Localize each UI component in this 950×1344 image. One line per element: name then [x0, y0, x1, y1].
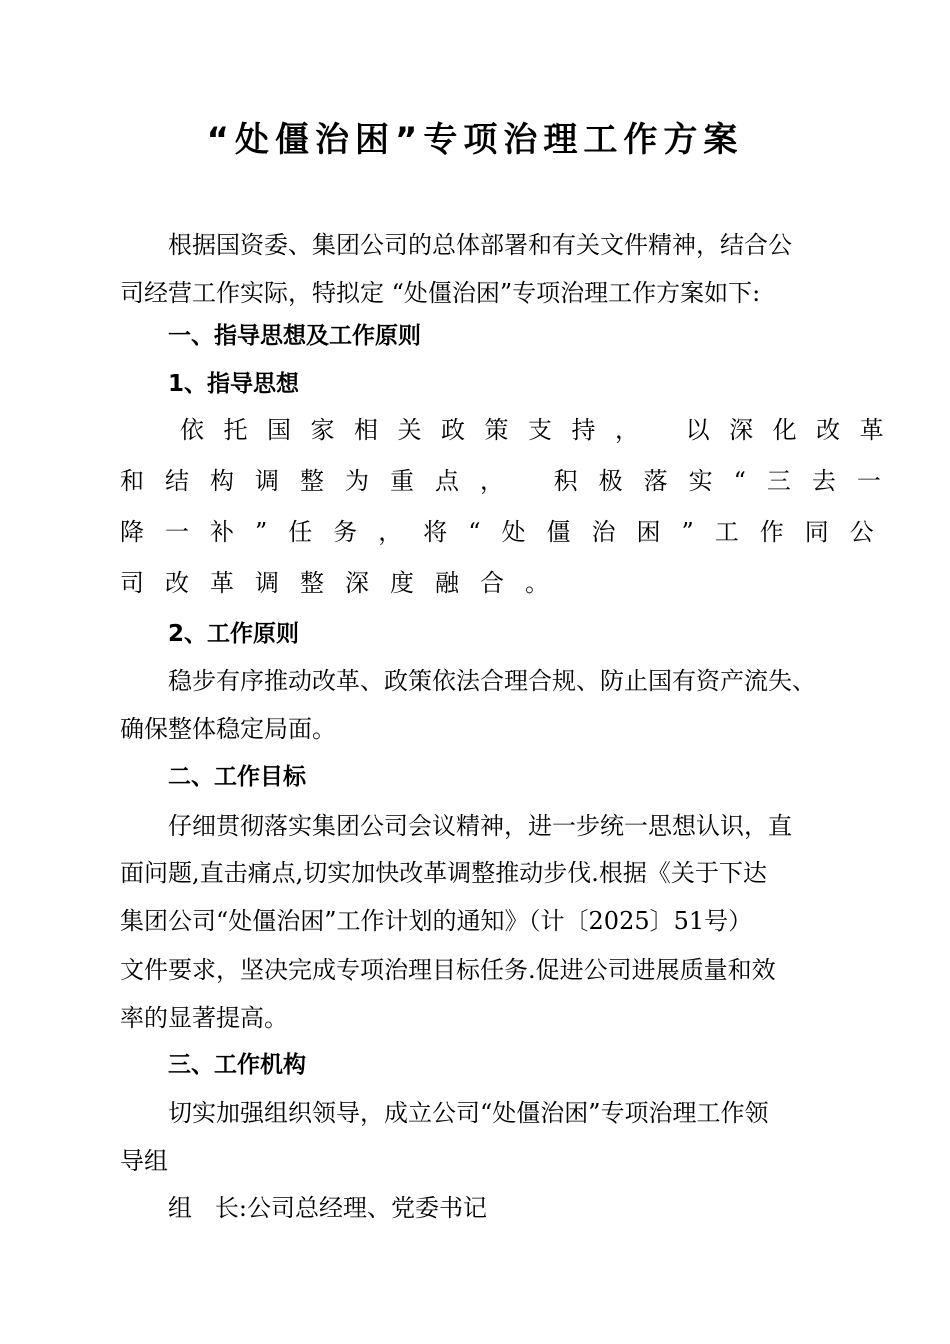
section-heading-2: 二、工作目标 — [168, 764, 306, 790]
subsection-heading-1-2: 2、工作原则 — [168, 621, 300, 647]
section-heading-1: 一、指导思想及工作原则 — [168, 323, 421, 349]
goal-line-5: 率的显著提高。 — [120, 1004, 288, 1032]
guiding-line-3: 降一补”任务，将“处僵治困”工作同公 — [120, 518, 895, 546]
subsection-heading-1-1: 1、指导思想 — [168, 371, 300, 397]
goal-line-1: 仔细贯彻落实集团公司会议精神，进一步统一思想认识，直 — [168, 812, 792, 840]
guiding-line-1: 依托国家相关政策支持， 以深化改革 — [180, 416, 904, 444]
goal-line-3: 集团公司“处僵治困”工作计划的通知》（计〔2025〕51号） — [120, 907, 753, 935]
intro-line-1: 根据国资委、集团公司的总体部署和有关文件精神，结合公 — [168, 231, 792, 259]
document-title: “处僵治困”专项治理工作方案 — [206, 120, 744, 160]
principle-line-2: 确保整体稳定局面。 — [120, 715, 336, 743]
intro-line-2: 司经营工作实际，特拟定 “处僵治困”专项治理工作方案如下: — [120, 279, 761, 307]
organization-line-1: 切实加强组织领导，成立公司“处僵治困”专项治理工作领 — [168, 1099, 769, 1127]
goal-line-4: 文件要求，坚决完成专项治理目标任务.促进公司进展质量和效 — [120, 956, 776, 984]
team-leader-line: 组 长:公司总经理、党委书记 — [168, 1194, 487, 1222]
goal-line-2: 面问题,直击痛点,切实加快改革调整推动步伐.根据《关于下达 — [120, 859, 767, 887]
guiding-line-2: 和结构调整为重点， 积极落实“三去一 — [120, 467, 902, 495]
organization-line-2: 导组 — [120, 1147, 168, 1175]
section-heading-3: 三、工作机构 — [168, 1052, 306, 1078]
principle-line-1: 稳步有序推动改革、政策依法合理合规、防止国有资产流失、 — [168, 667, 816, 695]
guiding-line-4: 司改革调整深度融合。 — [120, 569, 570, 597]
